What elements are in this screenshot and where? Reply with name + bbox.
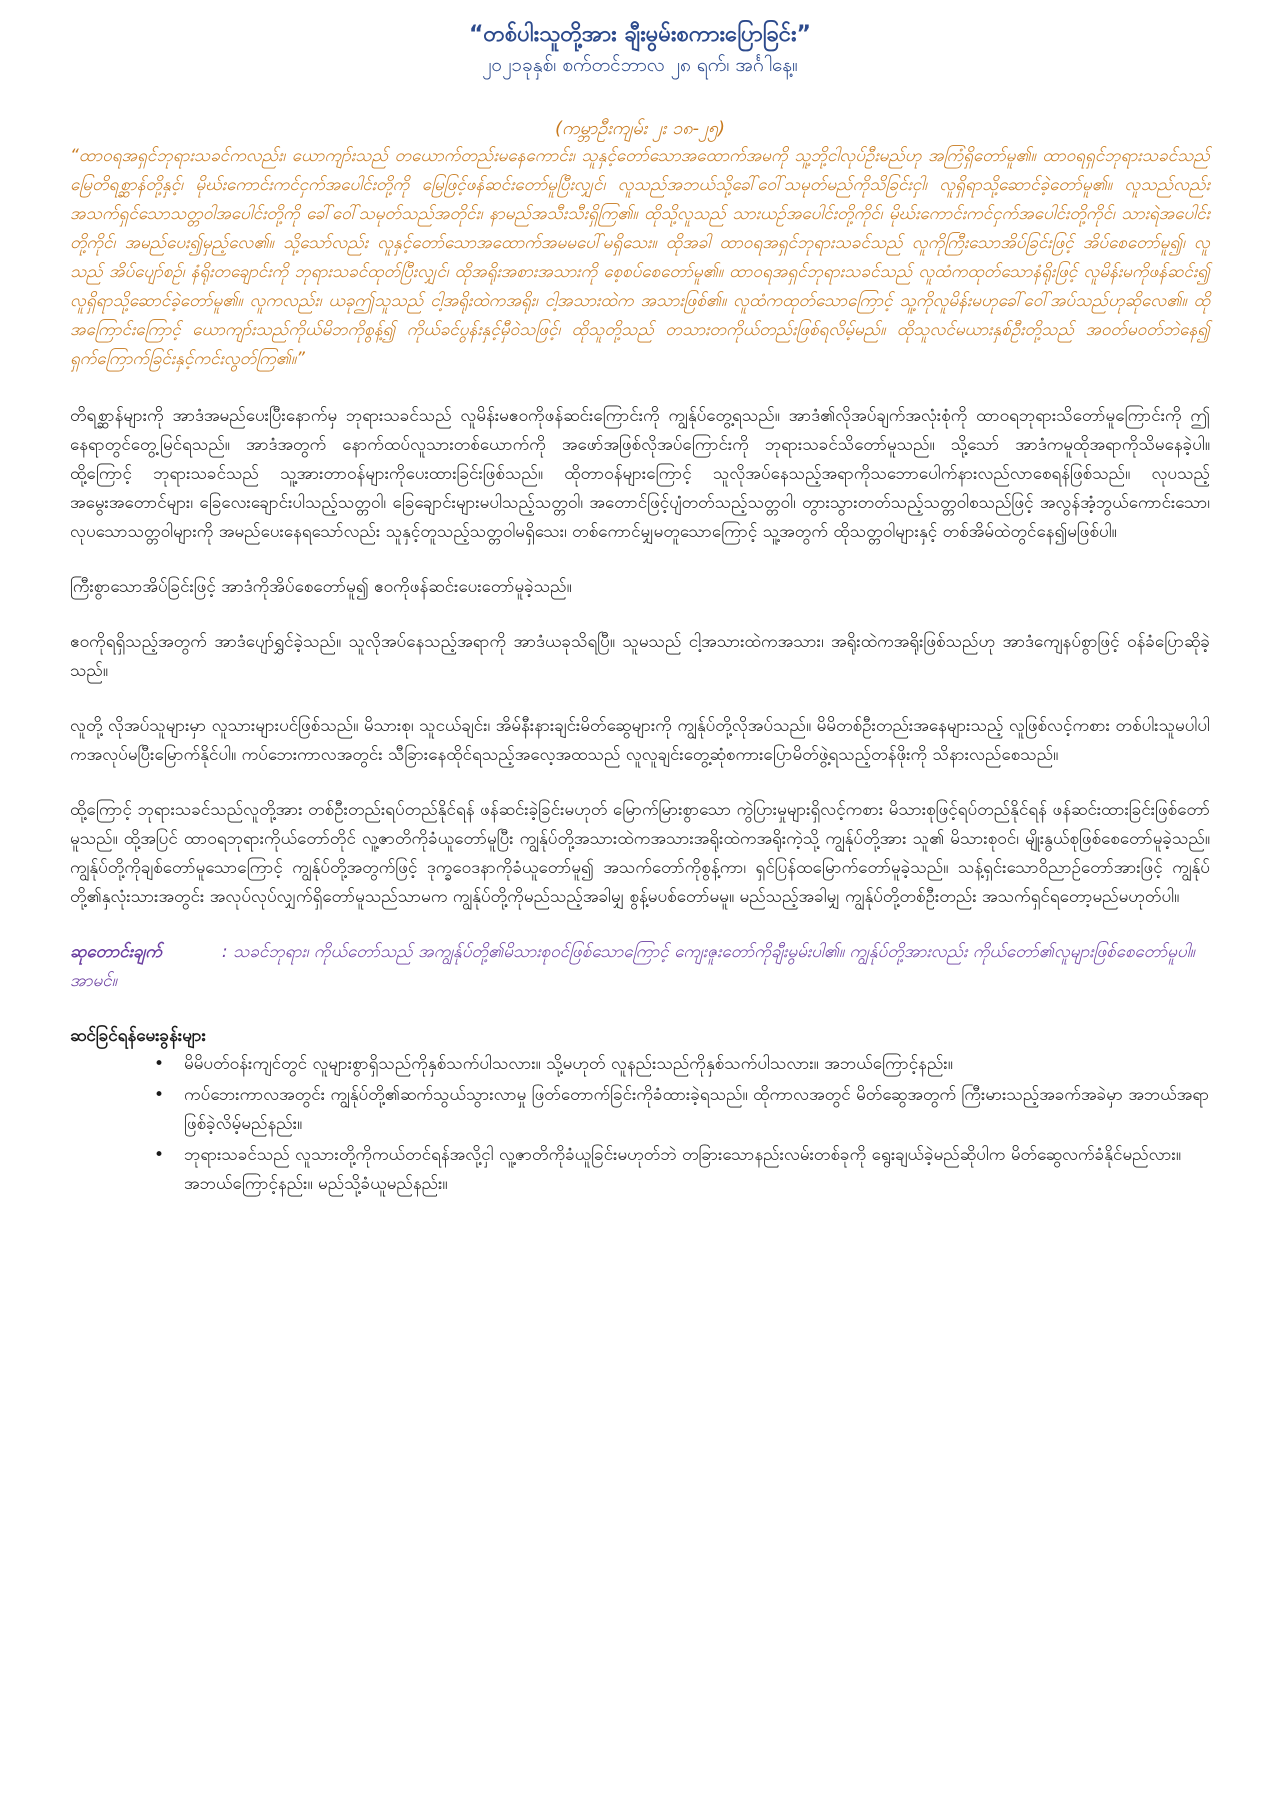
scripture-passage: “ထာဝရအရှင်ဘုရားသခင်ကလည်း၊ ယောကျာ်းသည် တယောက်တည်းမနေကောင်း၊ သူနှင့်တော်သောအထောက်အမကို သူ့ဘို့ငါလုပ်ဦးမည်ဟု အကြံရှိတော်မူ၏။ ထာဝရရှင်ဘုရားသခင်သည် မြေတိရစ္ဆာန်တို့နှင့်၊ မိုဃ်းကောင်းကင်ငှက်အပေါင်းတို့ကို မြေဖြင့်ဖန်ဆင်းတော်မူပြီးလျှင်၊ လူသည်အဘယ်သို့ခေါ်ဝေါ်သမုတ်မည်ကိုသိခြင်းငှါ၊ လူရှိရာသို့ဆောင်ခဲ့တော်မူ၏။ လူသည်လည်း အသက်ရှင်သောသတ္တဝါအပေါင်းတို့ကို ခေါ်ဝေါ်သမုတ်သည်အတိုင်း၊ နာမည်အသီးသီးရှိကြ၏။ ထိုသို့လူသည် သားယဉ်အပေါင်းတို့ကိုင်၊ မိုဃ်းကောင်းကင်ငှက်အပေါင်းတို့ကိုင်၊ သားရဲအပေါင်းတို့ကိုင်၊ အမည်ပေး၍မှည့်လေ၏။ သို့သော်လည်း လူနှင့်တော်သောအထောက်အမမပေါ်မရှိသေး။ ထိုအခါ ထာဝရအရှင်ဘုရားသခင်သည် လူကိုကြီးသောအိပ်ခြင်းဖြင့် အိပ်စေတော်မူ၍၊ လူသည် အိပ်ပျော်စဉ်၊ နံရိုးတချောင်းကို ဘုရားသခင်ထုတ်ပြီးလျှင်၊ ထိုအရိုးအစားအသားကို စေ့စပ်စေတော်မူ၏။ ထာဝရအရှင်ဘုရားသခင်သည် လူထံကထုတ်သောနံရိုးဖြင့် လူမိန်းမကိုဖန်ဆင်း၍ လူရှိရာသို့ဆောင်ခဲ့တော်မူ၏။ လူကလည်း၊ ယခုဤသူသည် ငါ့အရိုးထဲကအရိုး၊ ငါ့အသားထဲက အသားဖြစ်၏။ လူထံကထုတ်သောကြောင့် သူ့ကိုလူမိန်းမဟုခေါ်ဝေါ်အပ်သည်ဟုဆိုလေ၏။ ထိုအကြောင်းကြောင့် ယောကျာ်းသည်ကိုယ်မိဘကိုစွန့်၍ ကိုယ်ခင်ပွန်းနှင့်မှီဝဲသဖြင့်၊ ထိုသူတို့သည် တသားတကိုယ်တည်းဖြစ်ရလိမ့်မည်။ ထိုသူလင်မယားနှစ်ဦးတို့သည် အဝတ်မဝတ်ဘဲနေ၍ ရှက်ကြောက်ခြင်းနှင့်ကင်းလွတ်ကြ၏။” [70,146,1210,369]
list-item [154,1050,1210,1079]
prayer-section [70,938,1210,996]
scripture-reference: (ကမ္ဘာဦးကျမ်း ၂း ၁၈-၂၅) [555,118,725,139]
question-text: ဘုရားသခင်သည် လူသားတို့ကိုကယ်တင်ရန်အလို့ငှါ လူ့ဇာတိကိုခံယူခြင်းမဟုတ်ဘဲ တခြားသောနည်းလမ်းတစ်ခုကို ရွေးချယ်ခဲ့မည်ဆိုပါက မိတ်ဆွေလက်ခံနိုင်မည်လား။ အဘယ်ကြောင့်နည်း။ မည်သို့ခံယူမည်နည်း။ [184,1145,1181,1194]
question-text: မိမိပတ်ဝန်းကျင်တွင် လူများစွာရှိသည်ကိုနှစ်သက်ပါသလား။ သို့မဟုတ် လူနည်းသည်ကိုနှစ်သက်ပါသလား။ အဘယ်ကြောင့်နည်း။ [184,1054,953,1074]
prayer-text: : သခင်ဘုရား၊ ကိုယ်တော်သည် အကျွန်ုပ်တို့၏မိသားစုဝင်ဖြစ်သောကြောင့် ကျေးဇူးတော်ကိုချီးမွမ်းပါ၏။ ကျွန်ုပ်တို့အားလည်း ကိုယ်တော်၏လူများဖြစ်စေတော်မူပါ။ အာမင်။ [70,942,1195,991]
bullet-icon: • [154,1085,165,1105]
list-item [154,1081,1210,1139]
questions-list [70,1050,1210,1199]
body-paragraph-2: ကြီးစွာသောအိပ်ခြင်းဖြင့် အာဒံကိုအိပ်စေတော်မူ၍ ဧဝကိုဖန်ဆင်းပေးတော်မူခဲ့သည်။ [70,577,572,597]
body-paragraph-4: လူတို့ လိုအပ်သူများမှာ လူသားများပင်ဖြစ်သည်။ မိသားစု၊ သူငယ်ချင်း၊ အိမ်နီးနားချင်းမိတ်ဆွေများကို ကျွန်ုပ်တို့လိုအပ်သည်။ မိမိတစ်ဦးတည်းအနေများသည့် လူဖြစ်လင့်ကစား တစ်ပါးသူမပါပါကအလုပ်မပြီးမြောက်နိုင်ပါ။ ကပ်ဘေးကာလအတွင်း သီခြားနေထိုင်ရသည့်အလေ့အထသည် လူလူချင်းတွေ့ဆုံစကားပြောမိတ်ဖွဲ့ရသည့်တန်ဖိုးကို သိနားလည်စေသည်။ [70,716,1210,765]
bullet-icon: • [154,1054,165,1074]
body-paragraph-5: ထို့ကြောင့် ဘုရားသခင်သည်လူတို့အား တစ်ဦးတည်းရပ်တည်နိုင်ရန် ဖန်ဆင်းခဲ့ခြင်းမဟုတ် မြောက်မြားစွာသော ကွဲပြားမှုများရှိလင့်ကစား မိသားစုဖြင့်ရပ်တည်နိုင်ရန် ဖန်ဆင်းထားခြင်းဖြစ်တော်မူသည်။ ထို့အပြင် ထာဝရဘုရားကိုယ်တော်တိုင် လူ့ဇာတိကိုခံယူတော်မူပြီး ကျွန်ုပ်တို့အသားထဲကအသားအရိုးထဲကအရိုးကဲ့သို့ ကျွန်ုပ်တို့အား သူ၏ မိသားစုဝင်၊ မျိုးနွယ်စုဖြစ်စေတော်မူခဲ့သည်။ ကျွန်ုပ်တို့ကိုချစ်တော်မူသောကြောင့် ကျွန်ုပ်တို့အတွက်ဖြင့် ဒုက္ခဝေဒနာကိုခံယူတော်မူ၍ အသက်တော်ကိုစွန့်ကာ၊ ရှင်ပြန်ထမြောက်တော်မူခဲ့သည်။ သန့်ရှင်းသောဝိညာဉ်တော်အားဖြင့် ကျွန်ုပ်တို့၏နှလုံးသားအတွင်း အလုပ်လုပ်လျှက်ရှိတော်မူသည်သာမက ကျွန်ုပ်တို့ကိုမည်သည့်အခါမျှ စွန့်မပစ်တော်မမူ။ မည်သည့်အခါမျှ ကျွန်ုပ်တို့တစ်ဦးတည်း အသက်ရှင်ရတော့မည်မဟုတ်ပါ။ [70,800,1210,907]
list-item [154,1141,1210,1199]
document-date: ၂၀၂၁ခုနှစ်၊ စက်တင်ဘာလ ၂၈ ရက်၊ အင်္ဂါနေ့။ [482,54,798,76]
document-title: “တစ်ပါးသူတို့အား ချီးမွမ်းစကားပြောခြင်း” [468,22,812,47]
body-paragraph-3: ဧဝကိုရရှိသည့်အတွက် အာဒံပျော်ရွှင်ခဲ့သည်။ သူလိုအပ်နေသည့်အရာကို အာဒံယခုသိရပြီ။ သူမသည် ငါ့အသားထဲကအသား၊ အရိုးထဲကအရိုးဖြစ်သည်ဟု အာဒံကျေနပ်စွာဖြင့် ဝန်ခံပြောဆိုခဲ့သည်။ [70,632,1210,681]
bullet-icon: • [154,1145,165,1165]
prayer-label: ဆုတောင်းချက် [70,942,162,962]
question-text: ကပ်ဘေးကာလအတွင်း ကျွန်ုပ်တို့၏ဆက်သွယ်သွားလာမှု ဖြတ်တောက်ခြင်းကိုခံထားခဲ့ရသည်။ ထိုကာလအတွင် မိတ်ဆွေအတွက် ကြီးမားသည့်အခက်အခဲမှာ အဘယ်အရာဖြစ်ခဲ့လိမ့်မည်နည်း။ [184,1085,1210,1134]
questions-heading: ဆင်ခြင်ရန်မေးခွန်းများ [70,1026,206,1046]
body-paragraph-1: တိရစ္ဆာန်များကို အာဒံအမည်ပေးပြီးနောက်မှ ဘုရားသခင်သည် လူမိန်းမဧဝကိုဖန်ဆင်းကြောင်းကို ကျွန်ုပ်တွေ့ရသည်။ အာဒံ၏လိုအပ်ချက်အလုံးစုံကို ထာဝရဘုရားသိတော်မူကြောင်းကို ဤနေရာတွင်တွေ့မြင်ရသည်။ အာဒံအတွက် နောက်ထပ်လူသားတစ်ယောက်ကို အဖော်အဖြစ်လိုအပ်ကြောင်းကို ဘုရားသခင်သိတော်မူသည်။ သို့သော် အာဒံကမူထိုအရာကိုသိမနေခဲ့ပါ။ ထို့ကြောင့် ဘုရားသခင်သည် သူ့အားတာဝန်များကိုပေးထားခြင်းဖြစ်သည်။ ထိုတာဝန်များကြောင့် သူလိုအပ်နေသည့်အရာကိုသဘောပေါက်နားလည်လာစေရန်ဖြစ်သည်။ လုပသည့်အမွေးအတောင်များ၊ ခြေလေးချောင်းပါသည့်သတ္တဝါ၊ ခြေချောင်းများမပါသည့်သတ္တဝါ၊ အတောင်ဖြင့်ပျံတတ်သည့်သတ္တဝါ၊ တွားသွားတတ်သည့်သတ္တဝါစသည်ဖြင့် အလွန်အံ့ဘွယ်ကောင်းသော၊ လုပသောသတ္တဝါများကို အမည်ပေးနေရသော်လည်း သူနှင့်တူသည့်သတ္တဝါမရှိသေး၊ တစ်ကောင်မျှမတူသောကြောင့် သူ့အတွက် ထိုသတ္တဝါများနှင့် တစ်အိမ်ထဲတွင်နေ၍မဖြစ်ပါ။ [70,406,1210,542]
